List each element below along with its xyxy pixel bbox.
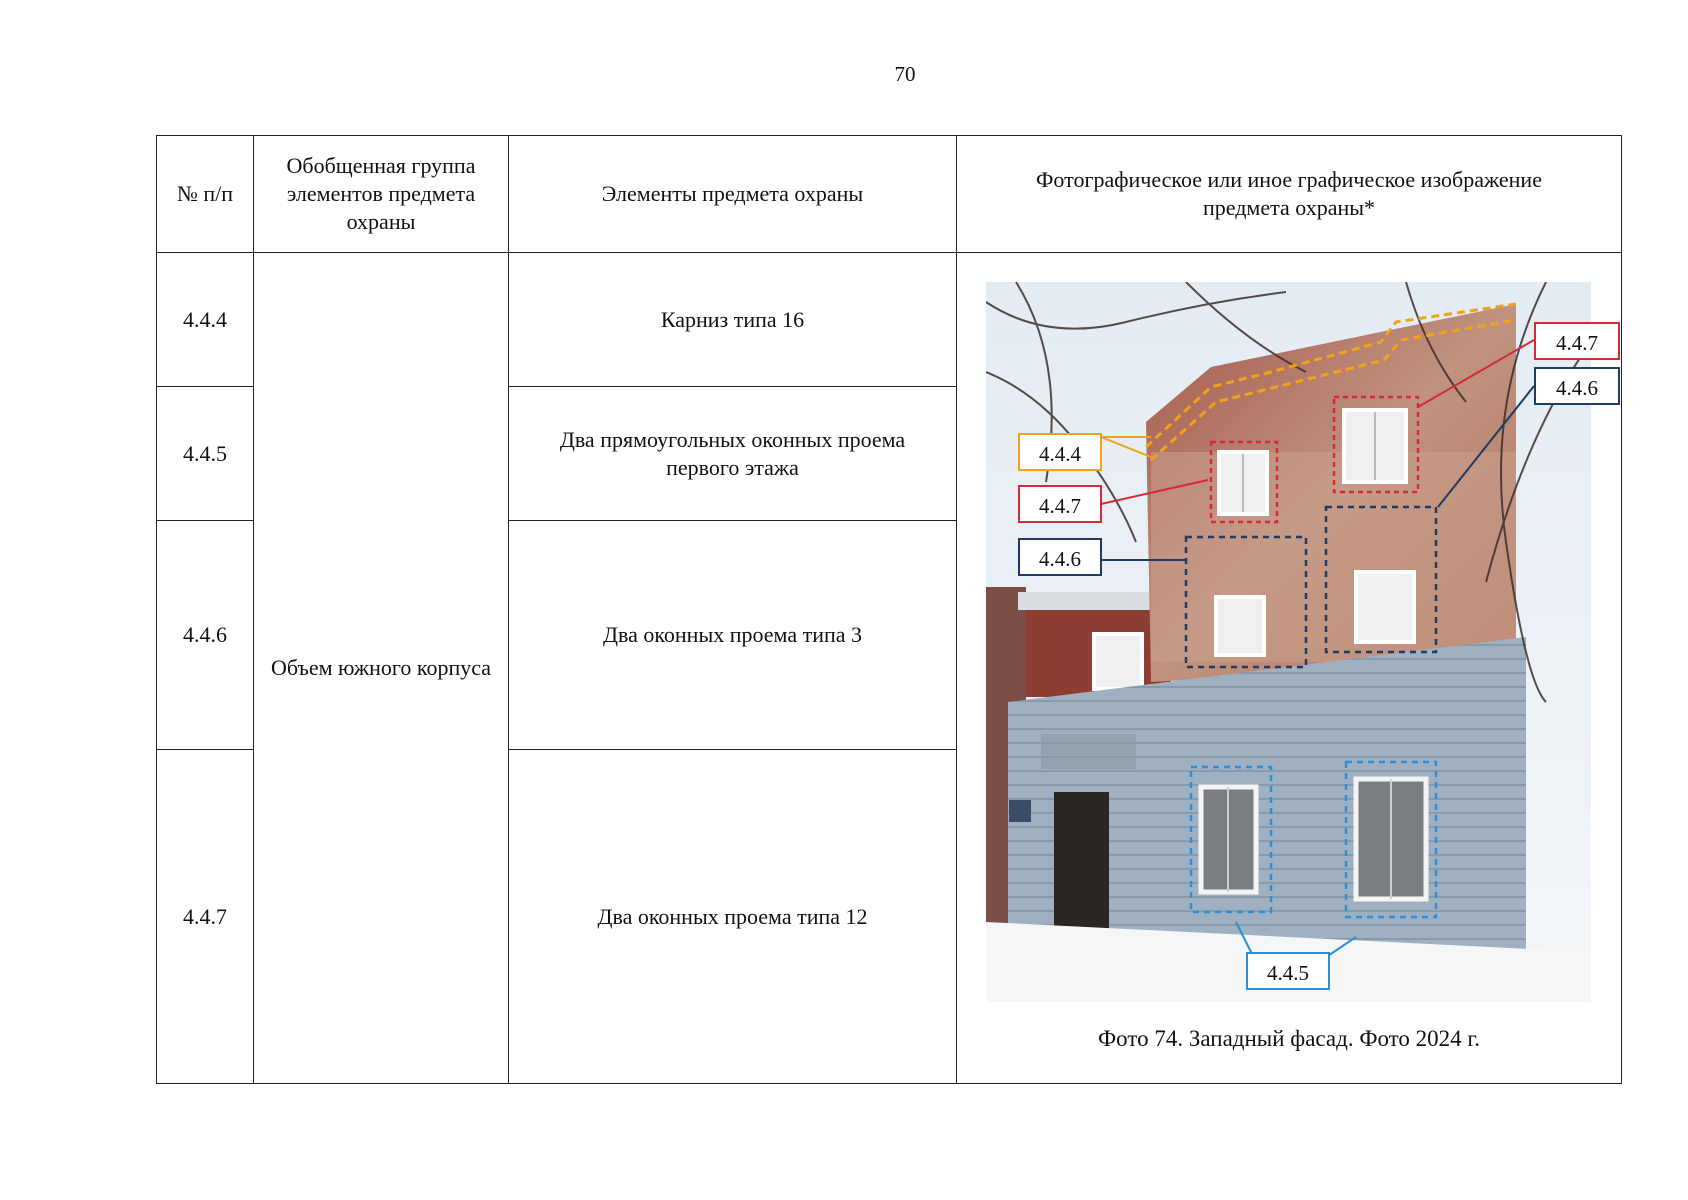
header-num: № п/п [157,136,254,253]
facade-photo [986,282,1598,1002]
row-num: 4.4.4 [157,253,254,387]
group-cell: Объем южного корпуса [254,253,509,1084]
header-group: Обобщенная группа элементов предмета охраны [254,136,509,253]
photo-caption: Фото 74. Западный фасад. Фото 2024 г. [1097,1026,1481,1051]
table-row [157,253,1622,387]
callout-bottom-4-4-5: 4.4.5 [1246,952,1330,990]
protection-table [156,135,1622,1084]
callout-left-4-4-7: 4.4.7 [1018,485,1102,523]
row-element: Карниз типа 16 [509,253,957,387]
callout-left-4-4-6: 4.4.6 [1018,538,1102,576]
row-num: 4.4.5 [157,387,254,521]
photo-cell [957,253,1622,1084]
facade-photo-illustration [986,282,1591,1002]
page-number: 70 [894,62,916,86]
row-element: Два прямоугольных оконных проема первого этажа [509,387,957,521]
row-num: 4.4.7 [157,750,254,1084]
callout-left-4-4-4: 4.4.4 [1018,433,1102,471]
row-num: 4.4.6 [157,521,254,750]
callout-right-4-4-6: 4.4.6 [1534,367,1620,405]
header-elements: Элементы предмета охраны [509,136,957,253]
table-header-row [157,136,1622,253]
header-photo: Фотографическое или иное графическое изображение предмета охраны* [957,136,1622,253]
callout-right-4-4-7: 4.4.7 [1534,322,1620,360]
row-element: Два оконных проема типа 12 [509,750,957,1084]
row-element: Два оконных проема типа 3 [509,521,957,750]
